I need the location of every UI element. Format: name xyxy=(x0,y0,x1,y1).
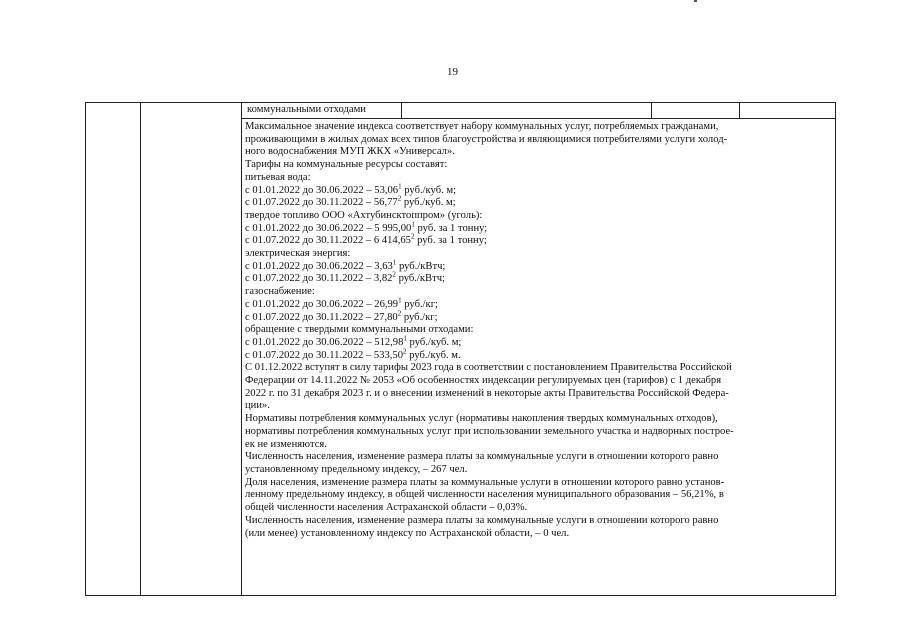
text-line-main: с 01.01.2022 до 30.06.2022 – 26,99 xyxy=(245,298,399,310)
text-line xyxy=(245,232,831,248)
text-line-unit: руб. за 1 тонну; xyxy=(414,235,487,247)
footnote-marker: 1 xyxy=(403,334,407,343)
text-line-main: газоснабжение: xyxy=(245,286,315,298)
footnote-marker: 1 xyxy=(392,258,397,267)
text-line xyxy=(245,451,831,464)
text-line xyxy=(245,296,831,312)
text-line-main: с 01.07.2022 до 30.11.2022 – 533,50 xyxy=(245,349,404,361)
text-line-main: обращение с твердыми коммунальными отходами: xyxy=(245,324,474,336)
text-line xyxy=(245,502,831,515)
column-divider-2 xyxy=(241,103,242,595)
text-line xyxy=(245,220,831,236)
text-line-main: ции». xyxy=(245,400,270,412)
text-line xyxy=(245,362,831,375)
text-line xyxy=(245,388,831,401)
text-line-unit: руб./куб. м; xyxy=(401,197,456,209)
text-line xyxy=(245,134,831,147)
text-line xyxy=(245,464,831,477)
text-line xyxy=(245,375,831,388)
text-line xyxy=(245,194,831,210)
text-line-main: Федерации от 14.11.2022 № 2053 «Об особенностях индексации регулируемых цен (тарифов) с 1 декабря xyxy=(245,375,722,387)
text-line-main: Максимальное значение индекса соответствует набору коммунальных услуг, потребляемых гражданами, xyxy=(245,121,719,132)
text-line-main: (или менее) установленному индексу по Астраханской области, – 0 чел. xyxy=(245,527,570,539)
text-line xyxy=(245,439,831,452)
column-divider-1 xyxy=(140,103,141,595)
text-line xyxy=(245,270,831,286)
text-line-main: С 01.12.2022 вступят в силу тарифы 2023 года в соответствии с постановлением Правительства Российской xyxy=(245,362,732,374)
text-line-main: с 01.07.2022 до 30.11.2022 – 6 414,65 xyxy=(245,235,411,247)
text-line-unit: руб./кВтч; xyxy=(395,273,445,285)
header-cell-text: коммунальными отходами xyxy=(247,104,366,115)
text-line-unit: руб. за 1 тонну; xyxy=(414,222,488,234)
text-line-main: Тарифы на коммунальные ресурсы составят: xyxy=(245,159,448,171)
text-line xyxy=(245,515,831,528)
text-line xyxy=(245,477,831,490)
text-line xyxy=(245,248,831,261)
text-line-main: с 01.01.2022 до 30.06.2022 – 5 995,00 xyxy=(245,222,412,234)
text-line xyxy=(245,181,831,198)
text-line-main: с 01.01.2022 до 30.06.2022 – 512,98 xyxy=(245,336,404,348)
text-line-unit: руб./кг; xyxy=(401,298,438,310)
text-line xyxy=(245,210,831,223)
text-line-unit: руб./куб. м. xyxy=(406,349,461,361)
text-line xyxy=(245,426,831,439)
text-line xyxy=(245,489,831,502)
text-line-main: ек не изменяются. xyxy=(245,438,327,450)
text-line xyxy=(245,121,831,134)
footnote-marker: 2 xyxy=(403,347,407,356)
text-line-main: питьевая вода: xyxy=(245,171,311,183)
text-line-main: с 01.01.2022 до 30.06.2022 – 53,06 xyxy=(245,184,399,196)
header-cell-divider xyxy=(739,103,740,118)
text-line-main: проживающими в жилых домах всех типов благоустройства и являющимися потребителями услуги холод- xyxy=(245,133,728,145)
footnote-marker: 2 xyxy=(392,270,396,279)
footnote-marker: 1 xyxy=(411,220,415,229)
text-line-main: с 01.07.2022 до 30.11.2022 – 56,77 xyxy=(245,197,398,209)
text-line xyxy=(245,400,831,413)
document-table xyxy=(85,102,836,596)
text-line-main: с 01.07.2022 до 30.11.2022 – 3,82 xyxy=(245,273,393,285)
text-line-unit: руб./куб. м; xyxy=(406,336,462,348)
text-line xyxy=(245,286,831,299)
text-line-main: Численность населения, изменение размера платы за коммунальные услуги в отношении которого равно xyxy=(245,514,719,526)
page-number: 19 xyxy=(447,66,458,78)
footnote-marker: 2 xyxy=(397,194,402,203)
footnote-marker: 1 xyxy=(398,181,402,190)
text-line-main: Доля населения, изменение размера платы за коммунальные услуги в отношении которого равно установ- xyxy=(245,476,725,488)
text-line-main: электрическая энергия: xyxy=(245,248,351,260)
text-line xyxy=(245,334,831,350)
header-cell-divider xyxy=(651,103,652,118)
text-line xyxy=(245,347,831,363)
text-line-main: установленному предельному индексу, – 267 чел. xyxy=(245,463,468,475)
text-line-main: с 01.01.2022 до 30.06.2022 – 3,63 xyxy=(245,260,393,272)
text-line-main: нормативы потребления коммунальных услуг при использовании земельного участка и надворных построе- xyxy=(245,425,734,437)
text-line xyxy=(245,309,831,325)
text-line-main: Численность населения, изменение размера платы за коммунальные услуги в отношении которого равно xyxy=(245,451,719,463)
text-line xyxy=(245,413,831,426)
text-line xyxy=(245,159,831,172)
text-line-main: твердое топливо ООО «Ахтубинсктоппром» (уголь): xyxy=(245,209,483,221)
text-line-unit: руб./куб. м; xyxy=(401,184,457,196)
text-line xyxy=(245,528,831,541)
text-line xyxy=(245,324,831,337)
text-line-main: общей численности населения Астраханской области – 0,03%. xyxy=(245,502,528,514)
footnote-marker: 1 xyxy=(398,296,402,305)
text-line xyxy=(245,172,831,185)
text-line-main: 2022 г. по 31 декабря 2023 г. и о внесении изменений в некоторые акты Правительства Российской Федера- xyxy=(245,387,729,399)
text-line-unit: руб./кВтч; xyxy=(396,260,446,272)
footnote-marker: 2 xyxy=(410,232,415,241)
table-cell-content xyxy=(245,121,831,540)
table-header-row xyxy=(241,103,835,119)
text-line-main: ного водоснабжения МУП ЖКХ «Универсал». xyxy=(245,146,455,158)
text-line xyxy=(245,258,831,274)
text-line-unit: руб./кг; xyxy=(401,311,438,323)
scan-artifact xyxy=(694,0,697,2)
text-line-main: с 01.07.2022 до 30.11.2022 – 27,80 xyxy=(245,311,398,323)
header-cell-divider xyxy=(401,103,402,118)
footnote-marker: 2 xyxy=(397,309,402,318)
text-line xyxy=(245,146,831,159)
text-line-main: ленному предельному индексу, в общей численности населения муниципального образования – 56,21%, в xyxy=(245,489,724,501)
text-line-main: Нормативы потребления коммунальных услуг (нормативы накопления твердых коммунальных отходов), xyxy=(245,413,718,425)
